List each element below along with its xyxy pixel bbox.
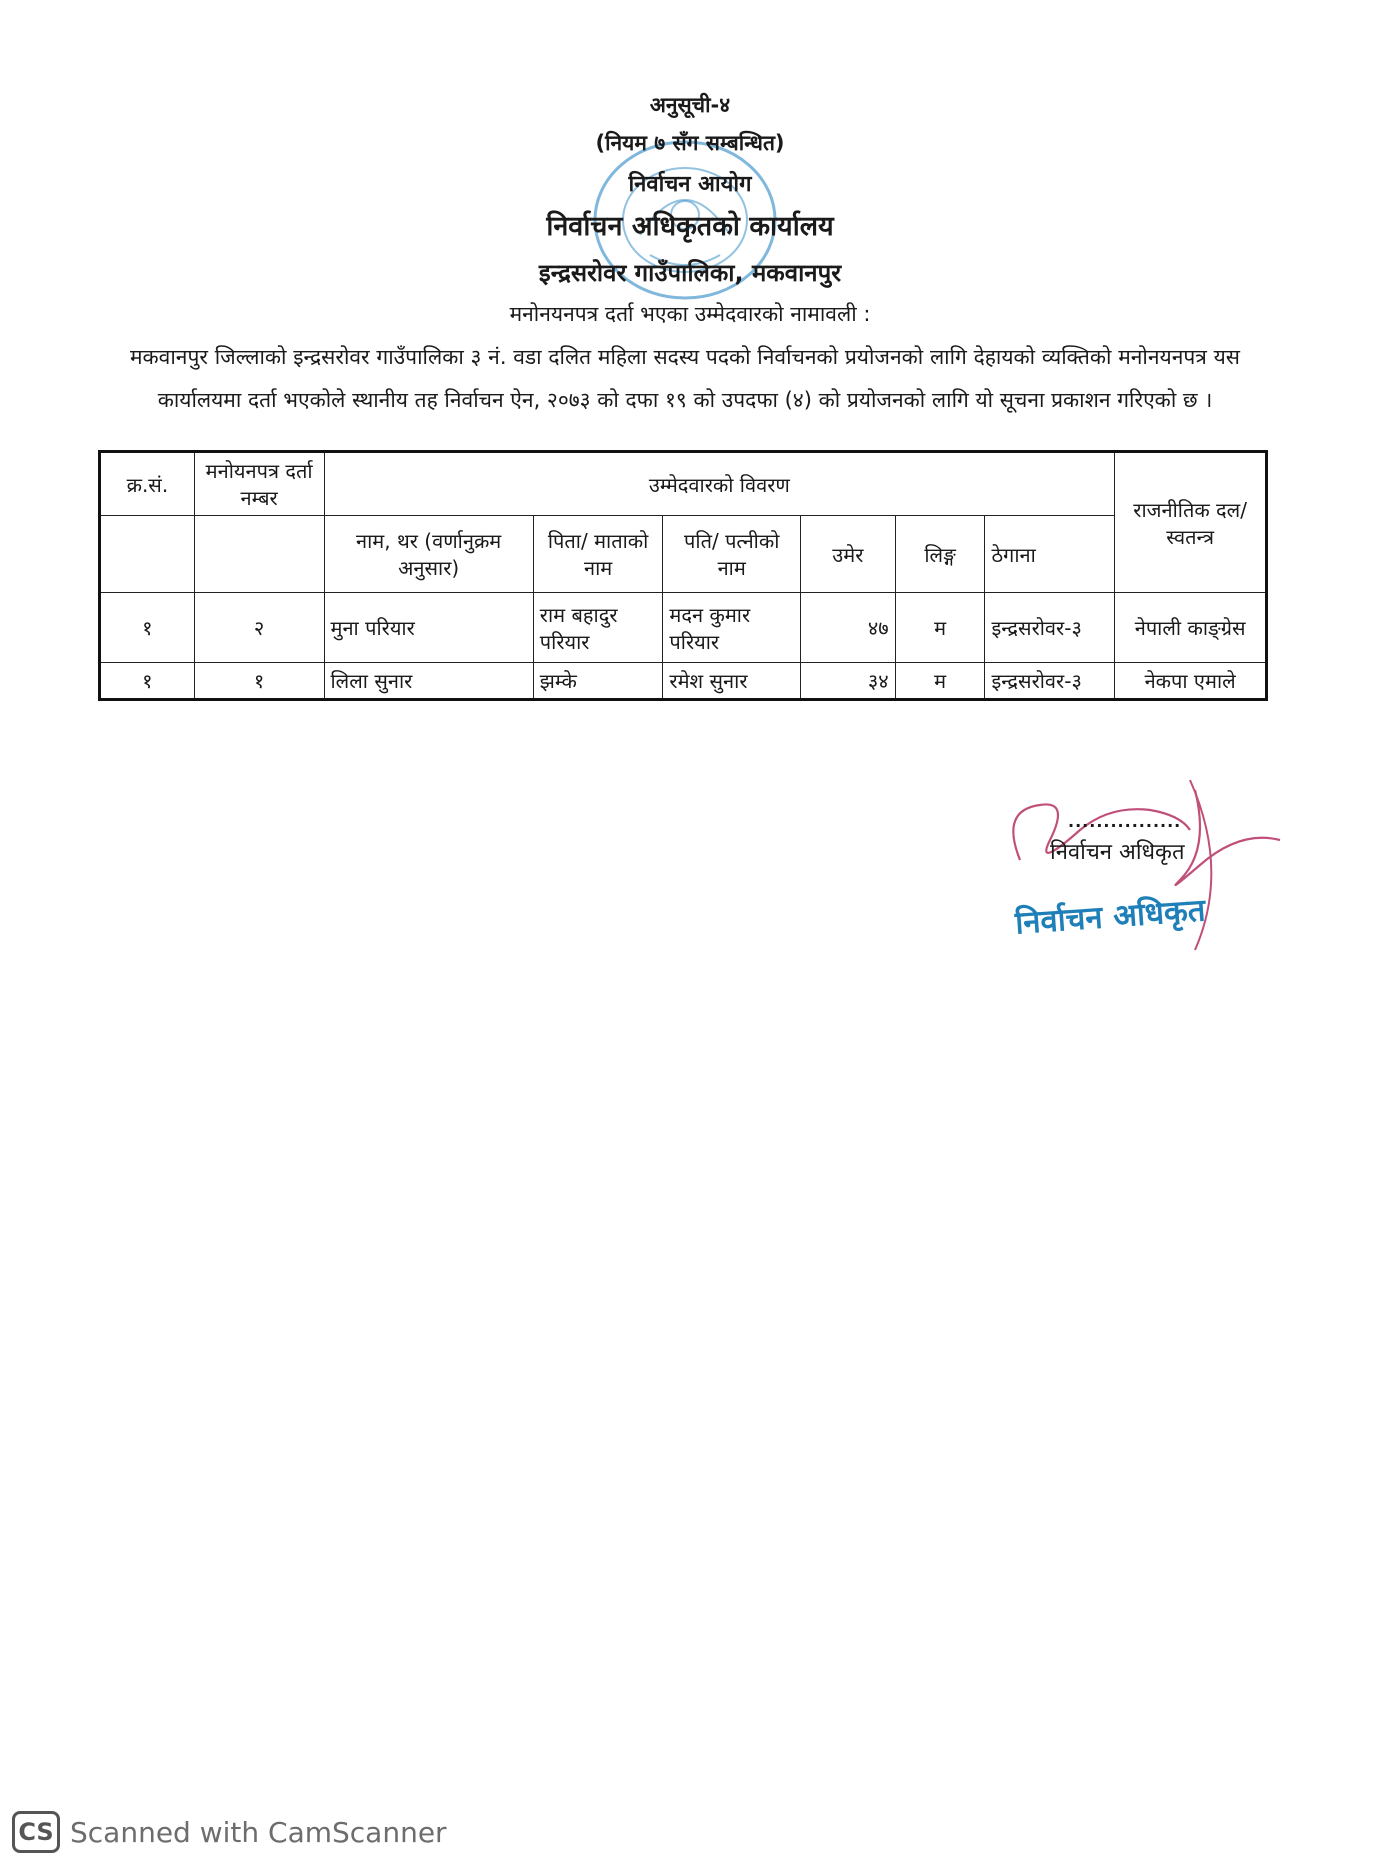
camscanner-logo-icon: CS [12, 1811, 60, 1853]
cell-gender: म [895, 593, 985, 663]
header-parent: पिता/ माताको नाम [533, 516, 663, 593]
office-name: निर्वाचन अधिकृतको कार्यालय [546, 211, 834, 242]
cell-name: मुना परियार [324, 593, 533, 663]
cell-name: लिला सुनार [324, 663, 533, 700]
cell-parent: झम्के [533, 663, 663, 700]
table-row [100, 663, 1267, 700]
annex-label: अनुसूची-४ [649, 93, 731, 117]
table-header-row [100, 452, 1267, 516]
header-name: नाम, थर (वर्णानुक्रम अनुसार) [324, 516, 533, 593]
cell-address: इन्द्रसरोवर-३ [985, 593, 1115, 663]
header-party: राजनीतिक दल/स्वतन्त्र [1115, 452, 1267, 593]
header-serial: क्र.सं. [100, 452, 195, 516]
list-title: मनोनयनपत्र दर्ता भएका उम्मेदवारको नामावली : [509, 302, 871, 326]
candidate-table [98, 450, 1268, 701]
signature-dots: ................ [1068, 812, 1182, 831]
table-subheader-row [100, 516, 1267, 593]
header-spouse: पति/ पत्नीको नाम [663, 516, 801, 593]
cell-gender: म [895, 663, 985, 700]
header-details: उम्मेदवारको विवरण [324, 452, 1115, 516]
cell-spouse: मदन कुमार परियार [663, 593, 801, 663]
header-gender: लिङ्ग [895, 516, 985, 593]
cell-party: नेपाली काङ्ग्रेस [1115, 593, 1267, 663]
official-stamp-text: निर्वाचन अधिकृत [1014, 892, 1207, 942]
cell-spouse: रमेश सुनार [663, 663, 801, 700]
rule-reference: (नियम ७ सँग सम्बन्धित) [595, 131, 785, 156]
cell-reg-no: १ [194, 663, 324, 700]
cell-age: ४७ [801, 593, 896, 663]
cell-parent: राम बहादुर परियार [533, 593, 663, 663]
cell-party: नेकपा एमाले [1115, 663, 1267, 700]
cell-serial: १ [100, 663, 195, 700]
signature-title: निर्वाचन अधिकृत [1050, 840, 1185, 865]
cell-address: इन्द्रसरोवर-३ [985, 663, 1115, 700]
cell-reg-no: २ [194, 593, 324, 663]
commission-name: निर्वाचन आयोग [628, 171, 752, 197]
header-age: उमेर [801, 516, 896, 593]
office-location: इन्द्रसरोवर गाउँपालिका, मकवानपुर [538, 258, 842, 287]
table-row [100, 593, 1267, 663]
header-address: ठेगाना [985, 516, 1115, 593]
notice-paragraph: मकवानपुर जिल्लाको इन्द्रसरोवर गाउँपालिका ३ नं. वडा दलित महिला सदस्य पदको निर्वाचनको प्रयोजनको लागि देहायको व्यक्तिको मनोनयनपत्र यस कार्यालयमा दर्ता भएकोले स्थानीय तह निर्वाचन ऐन, २०७३ को दफा १९ को उपदफा (४) को प्रयोजनको लागि यो सूचना प्रकाशन गरिएको छ । [130, 345, 1240, 412]
header-serial-blank [100, 516, 195, 593]
cell-age: ३४ [801, 663, 896, 700]
document-header [0, 92, 1380, 288]
scanner-watermark [12, 1810, 447, 1854]
signature-block [980, 770, 1300, 970]
watermark-text: Scanned with CamScanner [70, 1815, 447, 1849]
header-reg-no: मनोयनपत्र दर्ता नम्बर [194, 452, 324, 516]
cell-serial: १ [100, 593, 195, 663]
header-reg-blank [194, 516, 324, 593]
